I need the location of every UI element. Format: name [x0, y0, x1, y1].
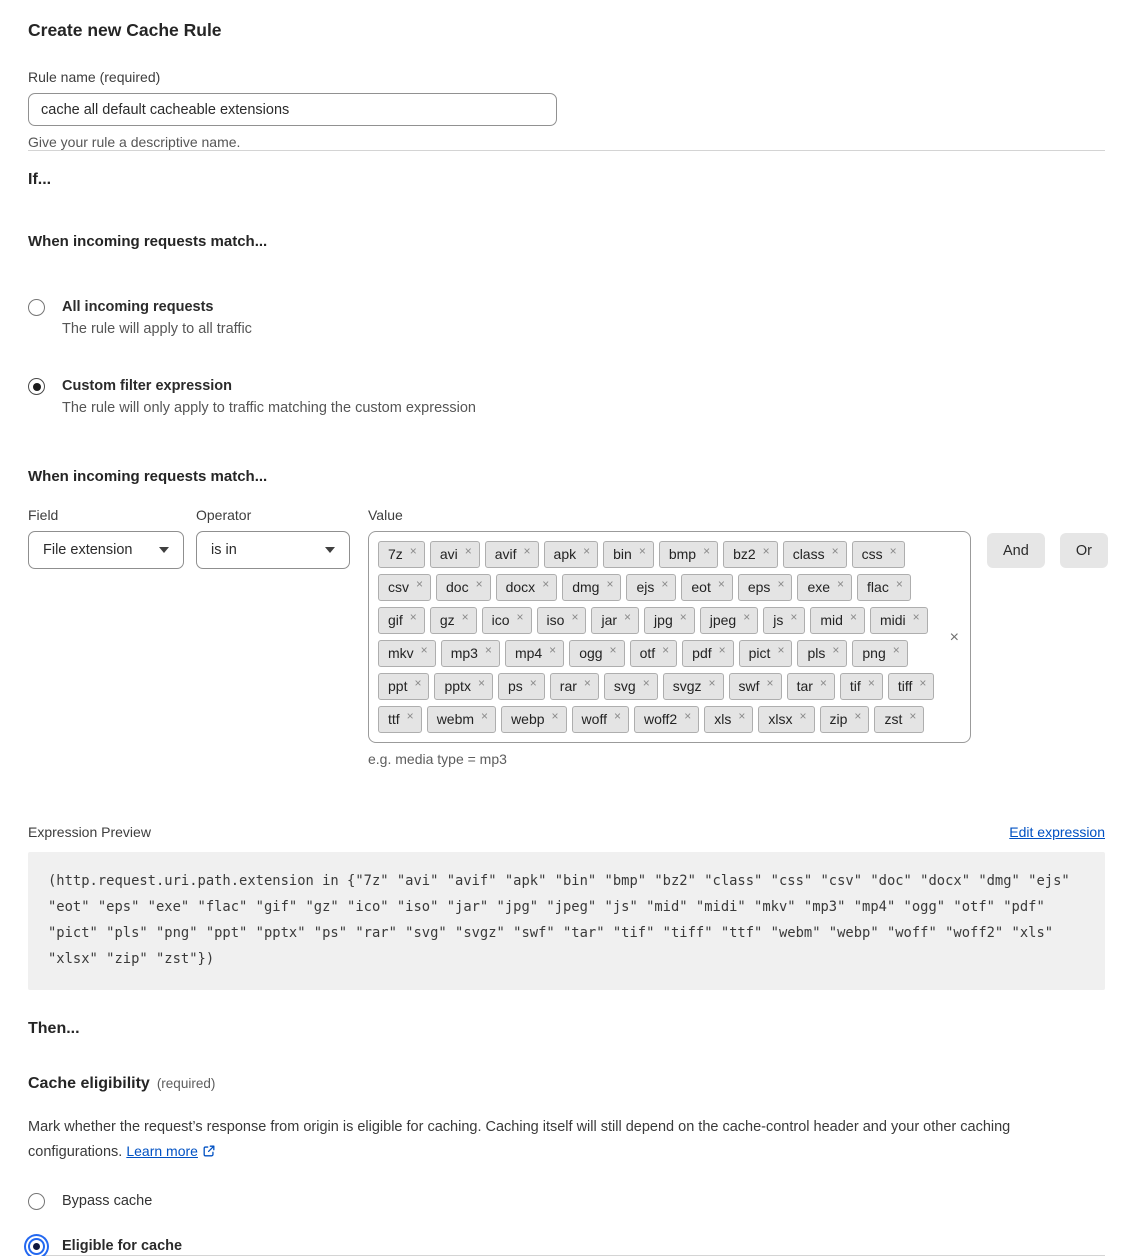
remove-tag-icon[interactable]: ×	[703, 544, 711, 559]
value-tag-label: rar	[559, 678, 577, 695]
expression-builder-row	[28, 507, 1105, 767]
value-tag-label: swf	[738, 678, 760, 695]
expression-code: (http.request.uri.path.extension in {"7z" "avi" "avif" "apk" "bin" "bmp" "bz2" "class" "css" "csv" "doc" "docx" "dmg" "ejs" "eot" "eps" "exe" "flac" "gif" "gz" "ico" "iso" "jar" "jpg" "jpeg" "js" "mid" "midi" "mkv" "mp3" "mp4" "ogg" "otf" "pdf" "pict" "pls" "png" "ppt" "pptx" "ps" "rar" "svg" "svgz" "swf" "tar" "tif" "tiff" "ttf" "webm" "webp" "woff" "woff2" "xls" "xlsx" "zip" "zst"})	[28, 852, 1105, 990]
remove-tag-icon[interactable]: ×	[409, 544, 417, 559]
remove-tag-icon[interactable]: ×	[708, 676, 716, 691]
value-tag[interactable]	[852, 640, 907, 667]
value-tag[interactable]	[820, 706, 870, 733]
and-button[interactable]: And	[987, 533, 1045, 568]
radio-all-incoming-description: The rule will apply to all traffic	[62, 321, 252, 338]
remove-tag-icon[interactable]: ×	[854, 709, 862, 724]
remove-tag-icon[interactable]: ×	[477, 676, 485, 691]
rule-name-helper: Give your rule a descriptive name.	[28, 134, 241, 150]
value-tag[interactable]	[758, 706, 814, 733]
value-tag-label: ico	[491, 612, 510, 629]
radio-bypass-cache-label: Bypass cache	[62, 1192, 153, 1209]
remove-tag-icon[interactable]: ×	[609, 643, 617, 658]
value-tag-label: ejs	[636, 579, 655, 596]
value-tag[interactable]	[430, 541, 480, 568]
remove-tag-icon[interactable]: ×	[895, 577, 903, 592]
value-tag[interactable]	[738, 574, 793, 601]
value-tag[interactable]	[797, 574, 852, 601]
value-tag[interactable]	[723, 541, 778, 568]
value-tag[interactable]	[482, 607, 532, 634]
radio-row-custom-filter[interactable]	[28, 377, 1105, 416]
value-tag-label: ps	[507, 678, 523, 695]
remove-tag-icon[interactable]: ×	[743, 610, 751, 625]
remove-tag-icon[interactable]: ×	[849, 610, 857, 625]
value-tag[interactable]	[430, 607, 477, 634]
value-tag[interactable]	[857, 574, 911, 601]
value-tag-label: js	[773, 612, 784, 629]
value-tag[interactable]	[787, 673, 835, 700]
radio-eligible-for-cache[interactable]	[28, 1238, 45, 1255]
edit-expression-link[interactable]: Edit expression	[1009, 824, 1105, 841]
value-tag-label: xls	[714, 711, 732, 728]
value-example-helper: e.g. media type = mp3	[368, 751, 507, 768]
value-tag[interactable]	[634, 706, 699, 733]
value-tag[interactable]	[663, 673, 724, 700]
value-tag[interactable]	[498, 673, 545, 700]
page-title: Create new Cache Rule	[28, 20, 222, 40]
expression-preview-header	[28, 824, 1105, 840]
value-tag[interactable]	[739, 640, 793, 667]
value-tag[interactable]	[603, 541, 654, 568]
remove-tag-icon[interactable]: ×	[790, 610, 798, 625]
remove-tag-icon[interactable]: ×	[889, 544, 897, 559]
if-heading: If...	[28, 171, 52, 188]
remove-tag-icon[interactable]: ×	[529, 676, 537, 691]
remove-tag-icon[interactable]: ×	[642, 676, 650, 691]
value-tag-label: pdf	[692, 645, 712, 662]
value-tag[interactable]	[729, 673, 782, 700]
value-tag[interactable]	[544, 541, 599, 568]
value-tag[interactable]	[378, 640, 436, 667]
cache-eligibility-title-row	[28, 1075, 1105, 1093]
remove-tag-icon[interactable]: ×	[406, 709, 414, 724]
chevron-down-icon	[159, 547, 169, 553]
remove-tag-icon[interactable]: ×	[409, 610, 417, 625]
remove-tag-icon[interactable]: ×	[484, 643, 492, 658]
value-tag-label: bmp	[668, 546, 697, 563]
value-tag[interactable]	[569, 640, 624, 667]
value-tag[interactable]	[659, 541, 718, 568]
value-tag[interactable]	[783, 541, 847, 568]
value-tag-label: zip	[829, 711, 848, 728]
radio-custom-filter-description: The rule will only apply to traffic matching the custom expression	[62, 400, 476, 417]
radio-eligible-for-cache-label: Eligible for cache	[62, 1237, 183, 1254]
value-tag-label: doc	[446, 579, 469, 596]
rule-name-label: Rule name (required)	[28, 69, 161, 85]
remove-tag-icon[interactable]: ×	[420, 643, 428, 658]
value-tag[interactable]	[840, 673, 883, 700]
radio-custom-filter-expression[interactable]	[28, 378, 45, 395]
value-tag-label: gif	[388, 612, 403, 629]
value-tag-label: 7z	[388, 546, 403, 563]
value-tag[interactable]	[501, 706, 566, 733]
radio-row-eligible-for-cache[interactable]	[28, 1237, 1105, 1255]
operator-select[interactable]	[196, 531, 350, 569]
remove-tag-icon[interactable]: ×	[549, 643, 557, 658]
value-tag[interactable]	[378, 541, 425, 568]
value-tag-label: jpg	[654, 612, 673, 629]
value-tag[interactable]	[700, 607, 758, 634]
remove-tag-icon[interactable]: ×	[831, 544, 839, 559]
then-heading: Then...	[28, 1020, 80, 1037]
value-tag[interactable]	[441, 640, 500, 667]
value-tag-label: apk	[553, 546, 577, 563]
value-tag-label: svgz	[672, 678, 702, 695]
remove-tag-icon[interactable]: ×	[718, 643, 726, 658]
section-divider	[28, 150, 1105, 151]
remove-tag-icon[interactable]: ×	[684, 709, 692, 724]
value-tag[interactable]	[604, 673, 658, 700]
value-tag-label: zst	[884, 711, 903, 728]
value-tag-label: iso	[546, 612, 565, 629]
remove-tag-icon[interactable]: ×	[799, 709, 807, 724]
remove-tag-icon[interactable]: ×	[523, 544, 531, 559]
value-tag-label: pict	[748, 645, 771, 662]
value-tag-label: bin	[613, 546, 632, 563]
value-tag[interactable]	[378, 673, 429, 700]
cache-eligibility-description: Mark whether the request’s response from origin is eligible for caching. Caching itself will still depend on the cache-control header and your other caching configurations. Learn more	[28, 1116, 1105, 1167]
value-tag-label: mp4	[514, 645, 543, 662]
value-tag[interactable]	[797, 640, 847, 667]
remove-tag-icon[interactable]: ×	[919, 676, 927, 691]
remove-tag-icon[interactable]: ×	[762, 544, 770, 559]
radio-all-incoming-label: All incoming requests	[62, 299, 214, 315]
operator-label: Operator	[196, 507, 252, 524]
chevron-down-icon	[325, 547, 335, 553]
expression-preview-label: Expression Preview	[28, 824, 151, 841]
remove-tag-icon[interactable]: ×	[837, 577, 845, 592]
cache-eligibility-title: Cache eligibility	[28, 1075, 150, 1092]
remove-tag-icon[interactable]: ×	[766, 676, 774, 691]
value-tag-label: avi	[439, 546, 458, 563]
value-tag-label: webp	[511, 711, 545, 728]
remove-tag-icon[interactable]: ×	[717, 577, 725, 592]
rule-name-block	[28, 69, 1105, 150]
value-tag-list	[378, 541, 935, 733]
value-tag-label: css	[861, 546, 883, 563]
remove-tag-icon[interactable]: ×	[551, 709, 559, 724]
andor-buttons	[987, 533, 1108, 568]
learn-more-link[interactable]: Learn more	[126, 1142, 198, 1159]
remove-tag-icon[interactable]: ×	[819, 676, 827, 691]
remove-tag-icon[interactable]: ×	[583, 544, 591, 559]
value-tag[interactable]	[810, 607, 865, 634]
value-tag-label: class	[792, 546, 825, 563]
value-tag-label: webm	[436, 711, 475, 728]
value-tag[interactable]	[562, 574, 621, 601]
rule-name-input[interactable]	[28, 93, 557, 126]
value-tag-label: woff2	[644, 711, 678, 728]
radio-row-all-incoming[interactable]	[28, 298, 1105, 337]
remove-tag-icon[interactable]: ×	[662, 643, 670, 658]
value-tag[interactable]	[852, 541, 905, 568]
value-tag-label: ttf	[388, 711, 400, 728]
value-tag-label: pls	[807, 645, 826, 662]
value-tag[interactable]	[378, 607, 425, 634]
remove-tag-icon[interactable]: ×	[832, 643, 840, 658]
value-tag-label: mp3	[450, 645, 478, 662]
value-tag-label: xlsx	[768, 711, 793, 728]
remove-tag-icon[interactable]: ×	[416, 577, 424, 592]
radio-all-incoming-requests[interactable]	[28, 299, 45, 316]
value-tag[interactable]	[763, 607, 805, 634]
field-label: Field	[28, 507, 59, 524]
radio-custom-filter-label: Custom filter expression	[62, 378, 233, 395]
value-tag[interactable]	[550, 673, 599, 700]
value-tag-label: png	[862, 645, 886, 662]
remove-tag-icon[interactable]: ×	[461, 610, 469, 625]
value-tag[interactable]	[644, 607, 695, 634]
value-tag-label: dmg	[572, 579, 600, 596]
value-tag[interactable]	[436, 574, 491, 601]
value-tag-label: flac	[867, 579, 889, 596]
value-tag-label: tar	[796, 678, 813, 695]
field-column	[28, 507, 196, 569]
value-tag[interactable]	[537, 607, 587, 634]
value-tag-label: mkv	[388, 645, 414, 662]
field-select[interactable]	[28, 531, 184, 569]
value-tag-label: jpeg	[709, 612, 737, 629]
remove-tag-icon[interactable]: ×	[481, 709, 489, 724]
or-button[interactable]: Or	[1060, 533, 1108, 568]
remove-tag-icon[interactable]: ×	[414, 676, 422, 691]
remove-tag-icon[interactable]: ×	[606, 577, 614, 592]
value-tag-label: mid	[820, 612, 843, 629]
value-column	[368, 507, 971, 767]
value-tag[interactable]	[626, 574, 676, 601]
value-label: Value	[368, 507, 403, 524]
value-tag[interactable]	[572, 706, 629, 733]
value-tag[interactable]	[682, 640, 733, 667]
value-tag-label: ogg	[579, 645, 603, 662]
radio-bypass-cache[interactable]	[28, 1193, 45, 1210]
value-tag[interactable]	[427, 706, 496, 733]
radio-row-bypass-cache[interactable]	[28, 1192, 1105, 1210]
remove-tag-icon[interactable]: ×	[583, 676, 591, 691]
value-tag-label: csv	[388, 579, 409, 596]
clear-all-icon[interactable]: ×	[949, 629, 959, 647]
value-tag[interactable]	[591, 607, 639, 634]
value-tag[interactable]	[434, 673, 492, 700]
value-tag[interactable]	[485, 541, 539, 568]
value-tag[interactable]	[378, 574, 431, 601]
value-tag-label: otf	[639, 645, 656, 662]
cache-eligibility-required: (required)	[156, 1076, 216, 1091]
value-multiselect[interactable]	[368, 531, 971, 743]
remove-tag-icon[interactable]: ×	[777, 643, 785, 658]
remove-tag-icon[interactable]: ×	[867, 676, 875, 691]
value-tag-label: gz	[439, 612, 455, 629]
value-tag-label: bz2	[733, 546, 756, 563]
operator-select-value: is in	[211, 542, 237, 559]
remove-tag-icon[interactable]: ×	[638, 544, 646, 559]
remove-tag-icon[interactable]: ×	[613, 709, 621, 724]
value-tag[interactable]	[888, 673, 935, 700]
value-tag[interactable]	[630, 640, 678, 667]
value-tag[interactable]	[496, 574, 558, 601]
value-tag-label: pptx	[444, 678, 471, 695]
value-tag-label: exe	[807, 579, 831, 596]
remove-tag-icon[interactable]: ×	[912, 610, 920, 625]
value-tag[interactable]	[704, 706, 753, 733]
value-tag[interactable]	[378, 706, 422, 733]
value-tag-label: docx	[505, 579, 536, 596]
value-tag-label: eot	[691, 579, 711, 596]
value-tag-label: tif	[849, 678, 861, 695]
remove-tag-icon[interactable]: ×	[738, 709, 746, 724]
value-tag-label: ppt	[388, 678, 408, 695]
value-tag-label: svg	[613, 678, 636, 695]
remove-tag-icon[interactable]: ×	[909, 709, 917, 724]
value-tag-label: avif	[494, 546, 517, 563]
value-tag[interactable]	[505, 640, 564, 667]
incoming-requests-subheading: When incoming requests match...	[28, 233, 268, 250]
value-tag-label: midi	[879, 612, 906, 629]
remove-tag-icon[interactable]: ×	[661, 577, 669, 592]
value-tag[interactable]	[870, 607, 928, 634]
filter-builder-heading: When incoming requests match...	[28, 468, 268, 486]
remove-tag-icon[interactable]: ×	[679, 610, 687, 625]
remove-tag-icon[interactable]: ×	[571, 610, 579, 625]
remove-tag-icon[interactable]: ×	[542, 577, 550, 592]
remove-tag-icon[interactable]: ×	[516, 610, 524, 625]
remove-tag-icon[interactable]: ×	[464, 544, 472, 559]
remove-tag-icon[interactable]: ×	[892, 643, 900, 658]
value-tag-label: tiff	[897, 678, 913, 695]
value-tag[interactable]	[874, 706, 924, 733]
value-tag-label: jar	[601, 612, 618, 629]
value-tag[interactable]	[681, 574, 732, 601]
value-tag-label: eps	[747, 579, 771, 596]
remove-tag-icon[interactable]: ×	[475, 577, 483, 592]
remove-tag-icon[interactable]: ×	[624, 610, 632, 625]
remove-tag-icon[interactable]: ×	[777, 577, 785, 592]
value-tag-label: woff	[581, 711, 607, 728]
external-link-icon	[202, 1143, 216, 1167]
field-select-value: File extension	[43, 542, 133, 559]
operator-column	[196, 507, 368, 569]
